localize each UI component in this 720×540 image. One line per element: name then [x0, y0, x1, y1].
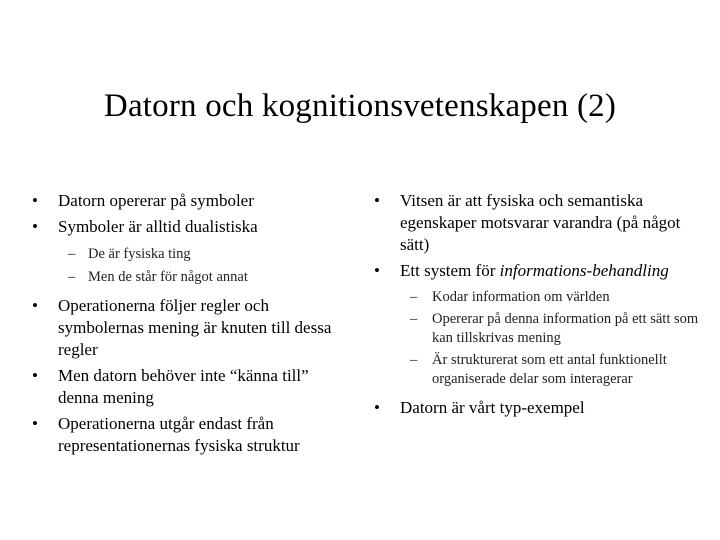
list-item	[28, 365, 348, 409]
bullet-icon: •	[32, 414, 38, 433]
sub-list-item	[370, 310, 700, 348]
bullet-icon: •	[374, 191, 380, 210]
bullet-icon: •	[32, 191, 38, 210]
bullet-icon: •	[374, 261, 380, 280]
list-item-text: Men datorn behöver inte “känna till” denna mening	[58, 366, 309, 407]
dash-icon: –	[68, 269, 76, 285]
sub-list-item-text: Är strukturerat som ett antal funktionellt organiserade delar som interagerar	[432, 352, 667, 387]
bullet-icon: •	[32, 366, 38, 385]
slide-title: Datorn och kognitionsvetenskapen (2)	[103, 88, 617, 124]
dash-icon: –	[410, 311, 418, 327]
list-item-text: Operationerna utgår endast från representationernas fysiska struktur	[58, 414, 300, 455]
list-item	[370, 260, 700, 389]
list-item-text: Operationerna följer regler och symbolernas mening är knuten till dessa regler	[58, 296, 332, 359]
list-item-text-prefix: Ett system för	[400, 261, 500, 280]
bullet-icon: •	[32, 296, 38, 315]
sub-list-item	[370, 288, 700, 307]
list-item-text: Datorn är vårt typ-exempel	[400, 398, 585, 417]
list-item-text	[400, 261, 669, 280]
sub-list-item-text: Men de står för något annat	[88, 269, 248, 285]
sub-list-item-text: Kodar information om världen	[432, 289, 610, 305]
list-item	[370, 190, 700, 256]
list-item	[370, 397, 700, 419]
sub-list-item	[370, 351, 700, 389]
list-item	[28, 190, 348, 212]
right-column	[370, 190, 700, 423]
list-item	[28, 295, 348, 361]
left-column	[28, 190, 348, 461]
list-item-text-emphasis: informations-behandling	[499, 261, 669, 280]
sub-list	[400, 288, 700, 389]
sub-list-item	[28, 244, 348, 264]
sub-list-item-text: De är fysiska ting	[88, 246, 191, 262]
list-item-text: Vitsen är att fysiska och semantiska egenskaper motsvarar varandra (på något sätt)	[400, 191, 681, 254]
list-item-text: Symboler är alltid dualistiska	[58, 217, 258, 236]
bullet-icon: •	[32, 217, 38, 236]
sub-list-item-text: Opererar på denna information på ett sätt som kan tillskrivas mening	[432, 311, 699, 346]
list-item-text: Datorn opererar på symboler	[58, 191, 254, 210]
dash-icon: –	[68, 246, 76, 262]
sub-list-item	[28, 267, 348, 287]
sub-list	[58, 244, 348, 287]
dash-icon: –	[410, 352, 418, 368]
list-item	[28, 216, 348, 287]
dash-icon: –	[410, 289, 418, 305]
bullet-icon: •	[374, 398, 380, 417]
list-item	[28, 413, 348, 457]
